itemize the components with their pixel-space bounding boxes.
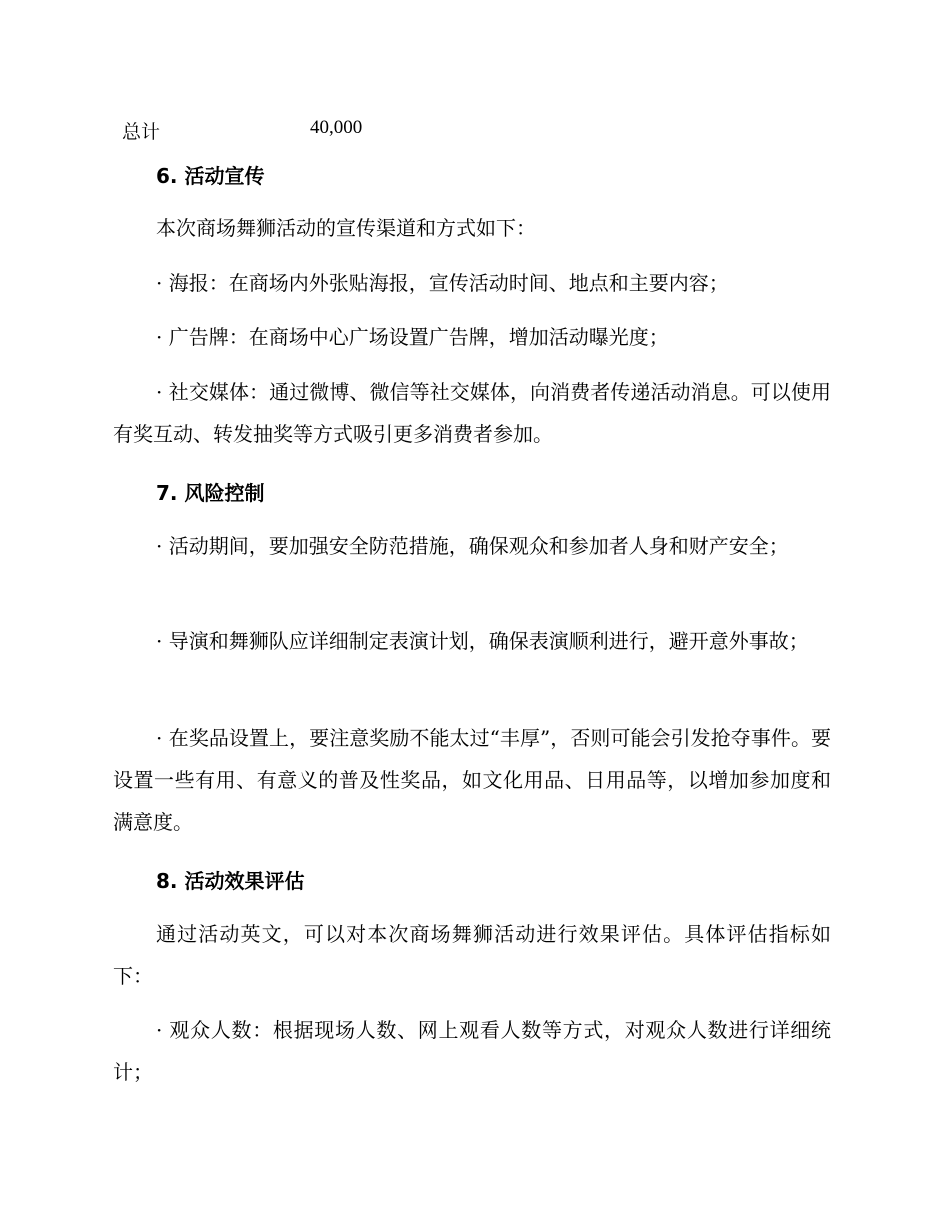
budget-total-row <box>122 117 522 143</box>
total-value: 40,000 <box>310 117 363 138</box>
evaluation-intro: 通过活动英文，可以对本次商场舞狮活动进行效果评估。具体评估指标如下： <box>113 922 831 988</box>
total-label: 总计 <box>122 121 161 143</box>
promotion-intro: 本次商场舞狮活动的宣传渠道和方式如下： <box>156 216 536 240</box>
risk-item-plan: · 导演和舞狮队应详细制定表演计划，确保表演顺利进行，避开意外事故； <box>156 629 809 653</box>
section-heading-risk: 7. 风险控制 <box>156 481 265 505</box>
section-heading-promotion: 6. 活动宣传 <box>156 164 265 188</box>
risk-item-prizes: · 在奖品设置上，要注意奖励不能太过“丰厚”，否则可能会引发抢夺事件。要设置一些有用、有意义的普及性奖品，如文化用品、日用品等，以增加参加度和满意度。 <box>113 726 831 834</box>
section-heading-evaluation: 8. 活动效果评估 <box>156 869 305 893</box>
promotion-item-poster: · 海报：在商场内外张贴海报，宣传活动时间、地点和主要内容； <box>156 271 729 295</box>
evaluation-item-audience: · 观众人数：根据现场人数、网上观看人数等方式，对观众人数进行详细统计； <box>113 1018 831 1084</box>
promotion-item-billboard: · 广告牌：在商场中心广场设置广告牌，增加活动曝光度； <box>156 325 669 349</box>
promotion-item-social-media: · 社交媒体：通过微博、微信等社交媒体，向消费者传递活动消息。可以使用有奖互动、转发抽奖等方式吸引更多消费者参加。 <box>113 380 831 446</box>
risk-item-safety: · 活动期间，要加强安全防范措施，确保观众和参加者人身和财产安全； <box>156 534 789 558</box>
